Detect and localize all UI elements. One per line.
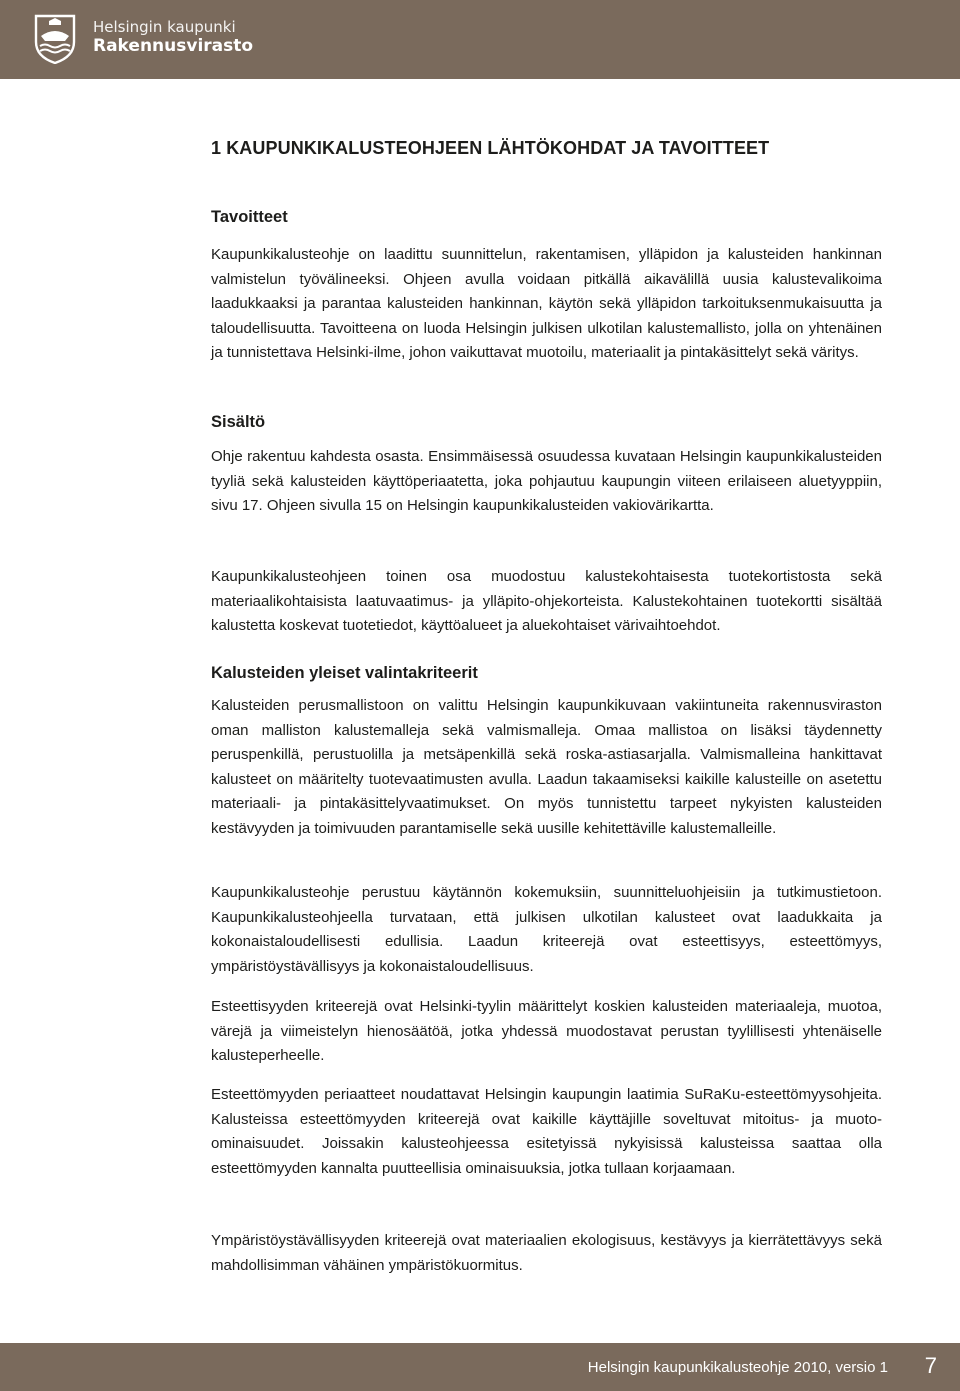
department-name: Rakennusvirasto [93, 36, 254, 56]
paragraph: Kaupunkikalusteohje on laadittu suunnittelun, rakentamisen, ylläpidon ja kalusteiden hankinnan valmistelun työvälineeksi. Ohjeen avulla voidaan pitkällä aikavälillä uusia kalustevalikoima laadukkaaksi ja parantaa kalusteiden hankinnan, käytön sekä ylläpidon tarkoituksenmukaisuutta ja taloudellisuutta. Tavoitteena on luoda Helsingin julkisen ulkotilan kalustemallisto, jolla on yhtenäinen ja tunnistettava Helsinki-ilme, johon vaikuttavat muotoilu, materiaalit ja pintakäsittelyt sekä väritys. [211, 246, 882, 361]
section-heading-tavoitteet: Tavoitteet [211, 208, 288, 226]
organization-name [93, 18, 253, 57]
paragraph: Esteettömyyden periaatteet noudattavat Helsingin kaupungin laatimia SuRaKu-esteettömyysohjeita. Kalusteissa esteettömyyden kriteerejä ovat kaikille käyttäjille soveltuvat mitoitus- ja muoto-ominaisuudet. Joissakin kalusteohjeessa esitetyissä nykyisissä kalusteissa saattaa olla esteettömyyden kannalta puutteellisia ominaisuuksia, jotka tullaan korjaamaan. [211, 1086, 882, 1177]
paragraph: Esteettisyyden kriteerejä ovat Helsinki-tyylin määrittelyt koskien kalusteiden materiaaleja, muotoa, värejä ja viimeistelyn hienosäätöä, jotka yhdessä muodostavat perustan tyylillisesti yhtenäiselle kalusteperheelle. [211, 998, 882, 1064]
paragraph: Ympäristöystävällisyyden kriteerejä ovat materiaalien ekologisuus, kestävyys ja kierrätettävyys sekä mahdollisimman vähäinen ympäristökuormitus. [211, 1232, 882, 1274]
paragraph: Kaupunkikalusteohjeen toinen osa muodostuu kalustekohtaisesta tuotekortistosta sekä materiaalikohtaisista laatuvaatimus- ja ylläpito-ohjekorteista. Kalustekohtainen tuotekortti sisältää kalustetta koskevat tuotetiedot, käyttöalueet ja aluekohtaiset värivaihtoehdot. [211, 568, 882, 634]
section-heading-sisalto: Sisältö [211, 413, 266, 431]
paragraph: Kalusteiden perusmallistoon on valittu Helsingin kaupunkikuvaan vakiintuneita rakennusviraston oman malliston kalustemalleja sekä valmismalleja. Omaa mallistoa on lisäksi täydennetty peruspenkillä, perustuolilla ja metsäpenkillä sekä roska-astiasarjalla. Valmismalleina hankittavat kalusteet on määritelty tuotevaatimusten avulla. Laadun takaamiseksi kaikille kalusteille on asetettu materiaali- ja pintakäsittelyvaatimukset. On myös tunnistettu tarpeet nykyisten kalusteiden kestävyyden ja toimivuuden parantamiselle sekä uusille kehitettäville kalustemalleille. [211, 697, 882, 837]
header-band [0, 0, 960, 79]
helsinki-crest-icon [34, 14, 76, 64]
footer-band [0, 1343, 960, 1391]
page-number: 7 [924, 1353, 937, 1378]
page-title: 1 KAUPUNKIKALUSTEOHJEEN LÄHTÖKOHDAT JA TAVOITTEET [211, 138, 770, 158]
city-name: Helsingin kaupunki [93, 18, 236, 36]
footer-title: Helsingin kaupunkikalusteohje 2010, versio 1 [587, 1359, 888, 1376]
paragraph: Ohje rakentuu kahdesta osasta. Ensimmäisessä osuudessa kuvataan Helsingin kaupunkikalusteiden tyyliä sekä kalusteiden käyttöperiaatetta, joka pohjautuu kaupungin viiteen erilaiseen aluetyyppiin, sivu 17. Ohjeen sivulla 15 on Helsingin kaupunkikalusteiden vakiovärikartta. [211, 448, 882, 514]
paragraph: Kaupunkikalusteohje perustuu käytännön kokemuksiin, suunnitteluohjeisiin ja tutkimustietoon. Kaupunkikalusteohjeella turvataan, että julkisen ulkotilan kalusteet ovat laadukkaita ja kokonaistaloudellisesti edullisia. Laadun kriteerejä ovat esteettisyys, esteettömyys, ympäristöystävällisyys ja kokonaistaloudellisuus. [211, 884, 882, 975]
section-heading-valintakriteerit: Kalusteiden yleiset valintakriteerit [211, 664, 478, 682]
